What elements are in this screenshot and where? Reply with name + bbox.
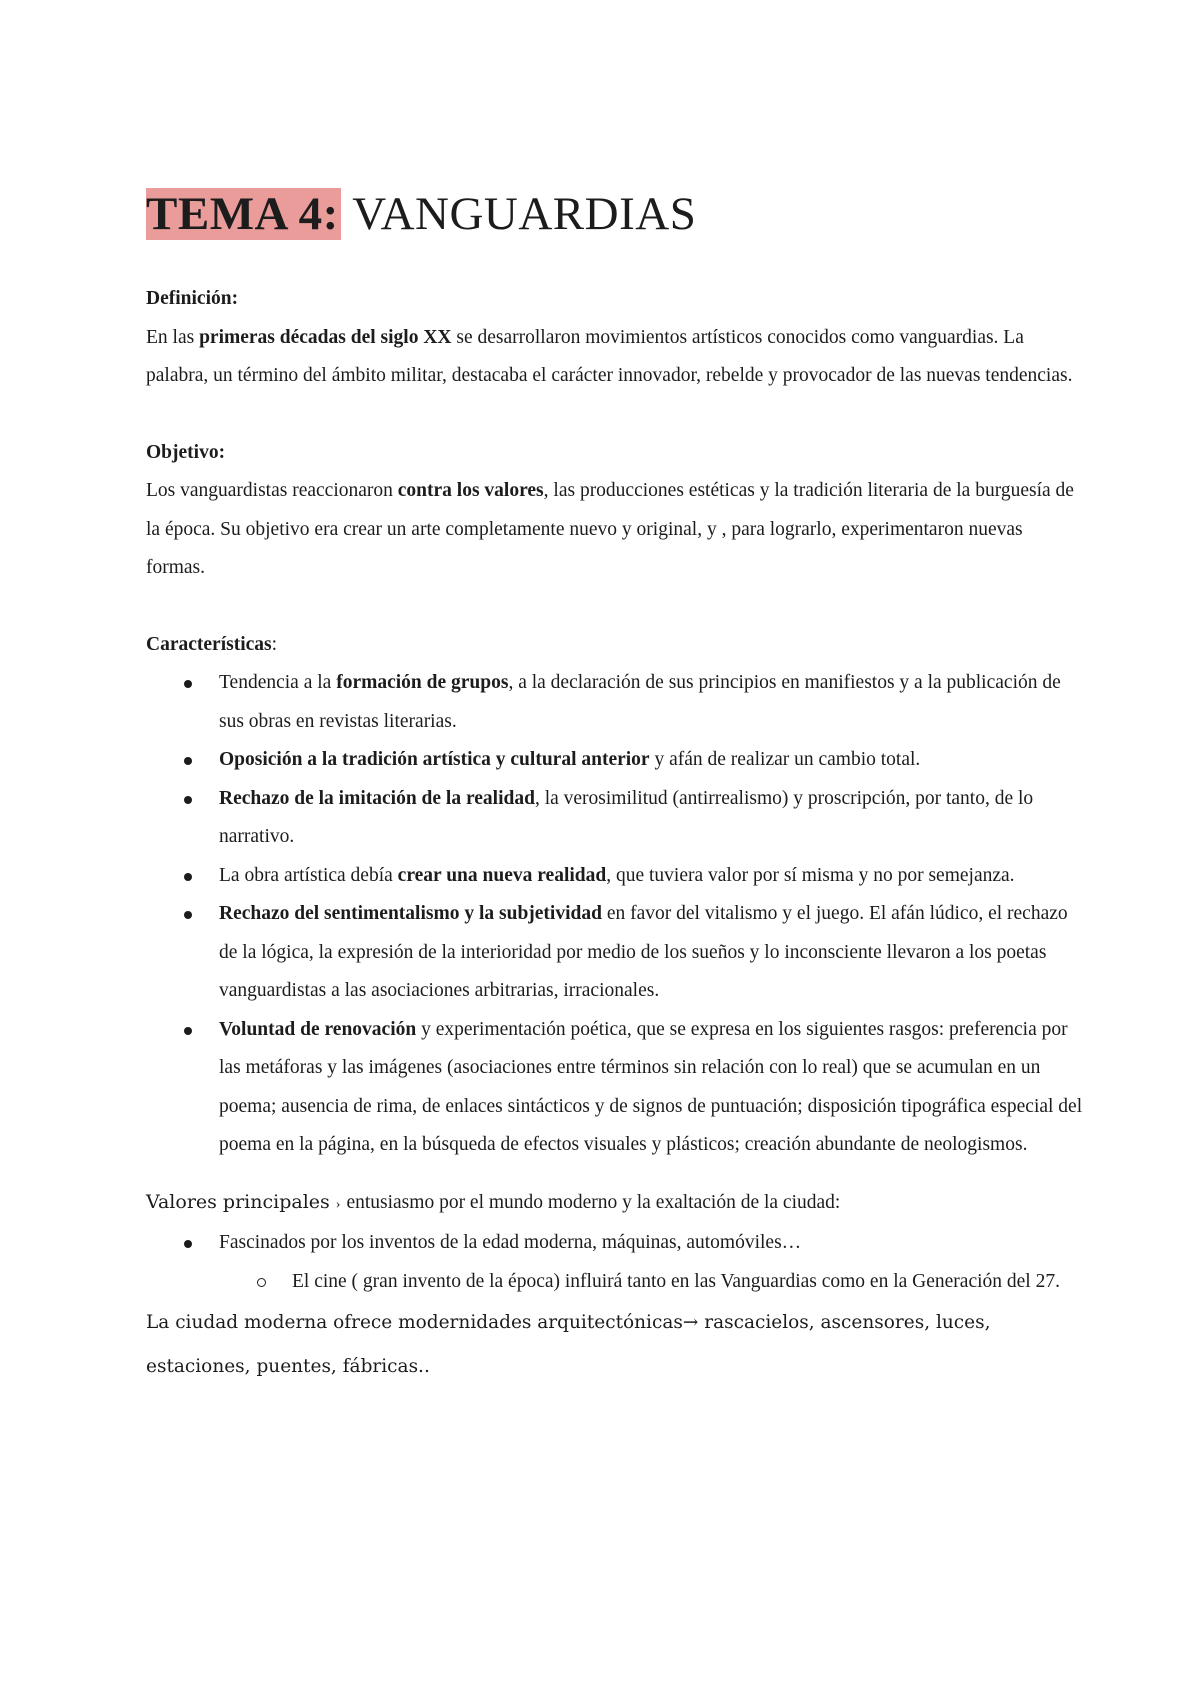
valores-sub-list — [219, 1263, 1086, 1302]
bullet-icon — [184, 873, 192, 881]
arrow-right-icon: › — [335, 1196, 341, 1212]
item-post: , la verosimilitud (antirrealismo) y proscripción, por tanto, de lo narrativo. — [219, 787, 1034, 847]
spacer — [146, 1165, 1086, 1183]
item-post: en favor del vitalismo y el juego. El afán lúdico, el rechazo de la lógica, la expresión de la interioridad por medio de los sueños y lo inconsciente llevaron a los poetas vanguardistas a las asociaciones arbitrarias, irracionales. — [219, 903, 1068, 1001]
objetivo-text: , las producciones estéticas y la tradición literaria de la burguesía de la época. Su objetivo era crear un arte completamente nuevo y original, y , para lograrlo, experimentaron nuevas formas. — [146, 480, 1074, 578]
title-text: VANGUARDIAS — [340, 188, 697, 240]
spacer — [146, 588, 1086, 626]
item-post: , a la declaración de sus principios en manifiestos y a la publicación de sus obras en revistas literarias. — [219, 672, 1061, 732]
caracteristicas-colon: : — [271, 633, 278, 655]
valores-bullet-text: Fascinados por los inventos de la edad moderna, máquinas, automóviles… — [219, 1232, 802, 1253]
item-bold: Voluntad de renovación — [219, 1018, 417, 1040]
definicion-paragraph — [146, 319, 1086, 396]
objetivo-intro: Los vanguardistas reaccionaron — [146, 480, 398, 501]
page-title — [146, 186, 696, 242]
valores-paragraph — [146, 1183, 1086, 1225]
list-item — [219, 895, 1086, 1011]
objetivo-paragraph — [146, 472, 1086, 588]
objetivo-heading: Objetivo: — [146, 441, 226, 463]
ciudad-paragraph: La ciudad moderna ofrece modernidades arquitectónicas→ rascacielos, ascensores, luces, estaciones, puentes, fábricas.. — [146, 1312, 991, 1377]
bullet-icon — [184, 1027, 192, 1035]
valores-text: entusiasmo por el mundo moderno y la exaltación de la ciudad: — [346, 1191, 841, 1213]
item-bold: crear una nueva realidad — [397, 864, 607, 886]
valores-sub-bullet-text: El cine ( gran invento de la época) influirá tanto en las Vanguardias como en la Generación del 27. — [292, 1270, 1060, 1292]
item-pre: Tendencia a la — [219, 672, 337, 693]
valores-label: Valores principales — [146, 1190, 330, 1213]
item-bold: Rechazo del sentimentalismo y la subjetividad — [219, 903, 602, 924]
item-post: y experimentación poética, que se expresa en los siguientes rasgos: preferencia por las metáforas y las imágenes (asociaciones entre términos sin relación con lo real) que se acumulan en un poema; ausencia de rima, de enlaces sintácticos y de signos de puntuación; disposición tipográfica especial del poema en la página, en la búsqueda de efectos visuales y plásticos; creación abundante de neologismos. — [219, 1018, 1083, 1155]
bullet-icon — [184, 680, 192, 688]
list-item — [219, 857, 1086, 896]
list-item — [219, 1011, 1086, 1165]
hollow-bullet-icon — [257, 1278, 266, 1287]
list-item — [219, 664, 1086, 741]
item-bold: Rechazo de la imitación de la realidad — [219, 787, 535, 809]
list-item — [219, 780, 1086, 857]
objetivo-bold: contra los valores — [397, 480, 544, 501]
bullet-icon — [184, 757, 192, 765]
item-bold: Oposición a la tradición artística y cultural anterior — [219, 749, 650, 770]
item-post: y afán de realizar un cambio total. — [649, 749, 921, 770]
title-highlight: TEMA 4: — [146, 188, 339, 240]
list-item — [219, 1224, 1086, 1301]
item-bold: formación de grupos — [336, 672, 509, 693]
caracteristicas-list — [146, 664, 1086, 1165]
caracteristicas-heading-text: Características — [146, 633, 272, 655]
definicion-bold: primeras décadas del siglo XX — [199, 326, 452, 348]
bullet-icon — [184, 911, 192, 919]
sub-list-item — [292, 1263, 1086, 1302]
document-body — [146, 280, 1086, 1389]
list-item — [219, 741, 1086, 780]
definicion-text: se desarrollaron movimientos artísticos conocidos como vanguardias. La palabra, un término del ámbito militar, destacaba el carácter innovador, rebelde y provocador de las nuevas tendencias. — [146, 326, 1073, 386]
definicion-intro: En las — [146, 326, 200, 348]
item-pre: La obra artística debía — [219, 864, 398, 886]
caracteristicas-heading — [146, 626, 1086, 665]
bullet-icon — [184, 1240, 192, 1248]
bullet-icon — [184, 796, 192, 804]
item-post: , que tuviera valor por sí misma y no por semejanza. — [606, 864, 1015, 886]
definicion-heading: Definición: — [146, 288, 239, 309]
valores-list — [146, 1224, 1086, 1301]
spacer — [146, 396, 1086, 434]
